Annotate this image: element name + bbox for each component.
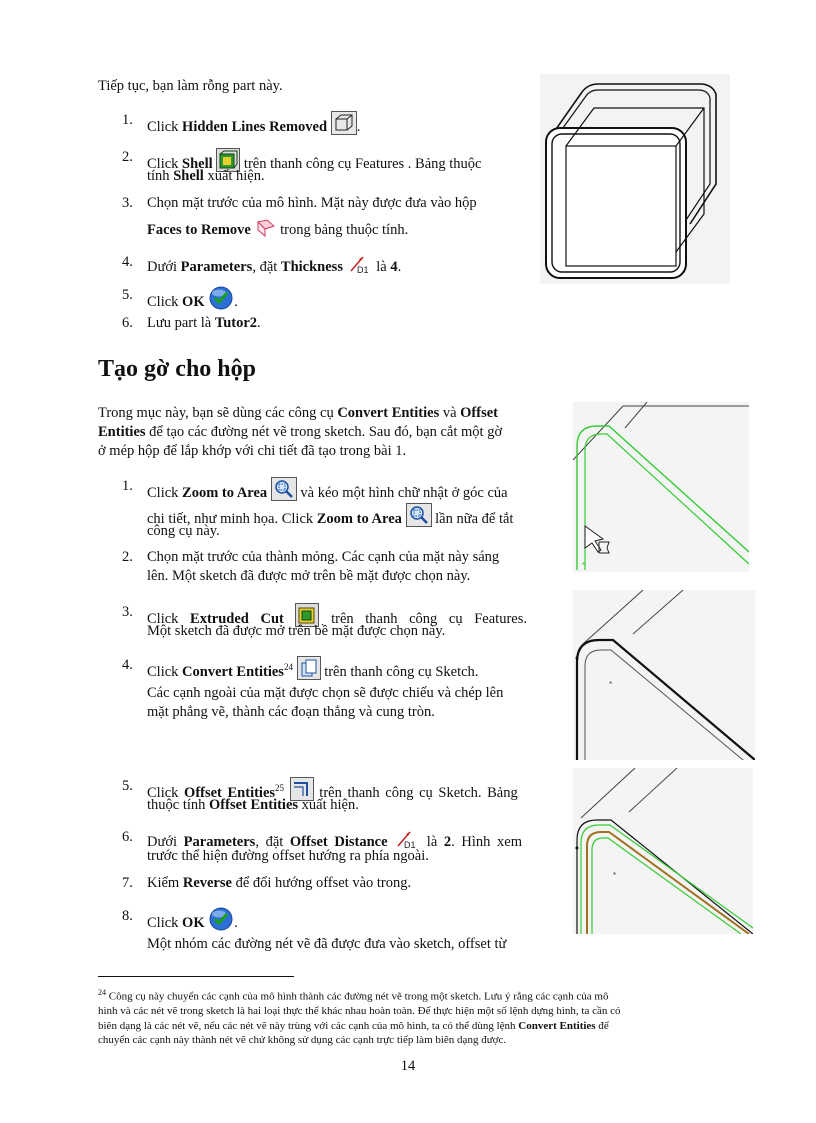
intro-text: Tiếp tục, bạn làm rỗng part này.	[98, 78, 283, 94]
zoom-to-area-icon	[406, 503, 432, 533]
svg-text:D1: D1	[404, 840, 416, 850]
section-heading: Tạo gờ cho hộp	[98, 356, 256, 382]
footnote: $^{24}$ Công cụ này chuyển các cạnh của mô hình thành các đường nét vẽ trong một sketch. Lưu ý rằng các cạnh của mô hình và các nét vẽ trong sketch là hai loại thực thể khác nhau hoàn toàn. Để thực hiện một số lệnh dựng hình, ta cần có biên dạng là các nét vẽ, nếu các nét vẽ này trùng với các cạnh của mô hình, ta có thể dùng lệnh Convert Entities để chuyển các cạnh này thành nét vẽ chứ không sử dụng các cạnh trực tiếp làm biên dạng được.	[98, 988, 621, 1047]
ok-checkmark-icon	[208, 286, 234, 316]
page-number: 14	[400, 1058, 416, 1074]
offset-entities-figure	[573, 768, 753, 939]
converted-edges-figure	[573, 590, 755, 765]
svg-text:*: *	[609, 680, 613, 689]
hollow-box-figure	[540, 74, 730, 289]
svg-text:D1: D1	[356, 265, 369, 275]
sketch-corner-figure	[573, 402, 749, 577]
convert-entities-icon	[297, 656, 321, 686]
footnote-separator	[98, 976, 294, 977]
svg-text:*: *	[613, 871, 617, 880]
ok-checkmark-icon	[208, 907, 234, 937]
faces-to-remove-icon	[255, 218, 277, 244]
section-paragraph: Trong mục này, bạn sẽ dùng các công cụ Convert Entities và Offset Entities để tạo các đường nét vẽ trong sketch. Sau đó, bạn cắt một gờ ở mép hộp để lắp khớp với chi tiết đã tạo trong bài 1.	[98, 405, 503, 459]
svg-text:*: *	[582, 561, 586, 570]
thickness-dimension-icon	[347, 253, 373, 281]
hidden-lines-removed-icon	[331, 111, 357, 141]
